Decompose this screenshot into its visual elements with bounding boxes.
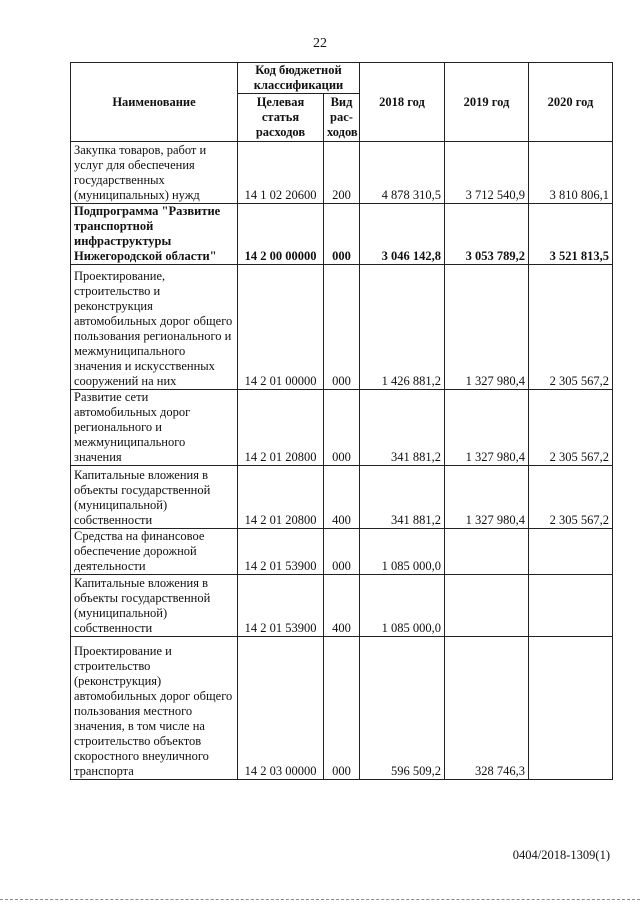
- table-row: [71, 637, 613, 780]
- page-number: 22: [313, 36, 327, 51]
- row-expense-type: 000: [324, 529, 360, 575]
- table-row: [71, 142, 613, 204]
- budget-table: [70, 62, 613, 780]
- row-value-2020: 2 305 567,2: [529, 390, 613, 466]
- header-vid: Вид рас-ходов: [324, 94, 360, 142]
- row-value-2019: 1 327 980,4: [445, 390, 529, 466]
- row-value-2018: 4 878 310,5: [360, 142, 445, 204]
- row-value-2018: 1 085 000,0: [360, 575, 445, 637]
- row-expense-type: 000: [324, 204, 360, 265]
- header-2020: 2020 год: [529, 63, 613, 142]
- table-row: [71, 529, 613, 575]
- row-value-2019: 1 327 980,4: [445, 265, 529, 390]
- row-value-2018: 341 881,2: [360, 466, 445, 529]
- row-value-2020: [529, 637, 613, 780]
- row-value-2019: 1 327 980,4: [445, 466, 529, 529]
- row-target-code: 14 2 01 53900: [238, 575, 324, 637]
- row-name: Развитие сети автомобильных дорог регионального и межмуниципального значения: [71, 390, 238, 466]
- page-edge-divider: [0, 899, 640, 902]
- row-value-2019: 3 712 540,9: [445, 142, 529, 204]
- row-target-code: 14 2 01 53900: [238, 529, 324, 575]
- row-value-2019: 328 746,3: [445, 637, 529, 780]
- row-expense-type: 400: [324, 466, 360, 529]
- row-name: Проектирование и строительство (реконструкция) автомобильных дорог общего пользования местного значения, в том числе на строительство объектов скоростного внеуличного транспорта: [71, 637, 238, 780]
- header-2018: 2018 год: [360, 63, 445, 142]
- header-target: Целевая статья расходов: [238, 94, 324, 142]
- row-target-code: 14 2 03 00000: [238, 637, 324, 780]
- header-2019: 2019 год: [445, 63, 529, 142]
- header-name: Наименование: [71, 63, 238, 142]
- row-target-code: 14 2 01 20800: [238, 466, 324, 529]
- row-expense-type: 000: [324, 637, 360, 780]
- table-body: [71, 142, 613, 780]
- row-name: Проектирование, строительство и реконструкция автомобильных дорог общего пользования регионального и межмуниципального значения и искусственных сооружений на них: [71, 265, 238, 390]
- row-name: Средства на финансовое обеспечение дорожной деятельности: [71, 529, 238, 575]
- row-expense-type: 400: [324, 575, 360, 637]
- table-row: [71, 390, 613, 466]
- row-value-2018: 596 509,2: [360, 637, 445, 780]
- row-target-code: 14 2 00 00000: [238, 204, 324, 265]
- row-expense-type: 000: [324, 265, 360, 390]
- document-id: 0404/2018-1309(1): [512, 848, 610, 862]
- row-value-2020: [529, 529, 613, 575]
- row-name: Капитальные вложения в объекты государственной (муниципальной) собственности: [71, 466, 238, 529]
- row-value-2020: 2 305 567,2: [529, 265, 613, 390]
- row-name: Закупка товаров, работ и услуг для обеспечения государственных (муниципальных) нужд: [71, 142, 238, 204]
- table-row: [71, 204, 613, 265]
- row-value-2020: 2 305 567,2: [529, 466, 613, 529]
- row-name: Подпрограмма "Развитие транспортной инфраструктуры Нижегородской области": [71, 204, 238, 265]
- row-value-2020: 3 521 813,5: [529, 204, 613, 265]
- table-row: [71, 466, 613, 529]
- row-value-2019: [445, 529, 529, 575]
- row-expense-type: 000: [324, 390, 360, 466]
- row-name: Капитальные вложения в объекты государственной (муниципальной) собственности: [71, 575, 238, 637]
- table-row: [71, 575, 613, 637]
- row-target-code: 14 1 02 20600: [238, 142, 324, 204]
- row-value-2019: 3 053 789,2: [445, 204, 529, 265]
- row-value-2018: 341 881,2: [360, 390, 445, 466]
- row-expense-type: 200: [324, 142, 360, 204]
- table-row: [71, 265, 613, 390]
- row-value-2020: 3 810 806,1: [529, 142, 613, 204]
- row-value-2018: 1 085 000,0: [360, 529, 445, 575]
- row-value-2018: 3 046 142,8: [360, 204, 445, 265]
- row-target-code: 14 2 01 20800: [238, 390, 324, 466]
- header-code-group: Код бюджетной классификации: [238, 63, 360, 94]
- row-target-code: 14 2 01 00000: [238, 265, 324, 390]
- row-value-2019: [445, 575, 529, 637]
- row-value-2020: [529, 575, 613, 637]
- row-value-2018: 1 426 881,2: [360, 265, 445, 390]
